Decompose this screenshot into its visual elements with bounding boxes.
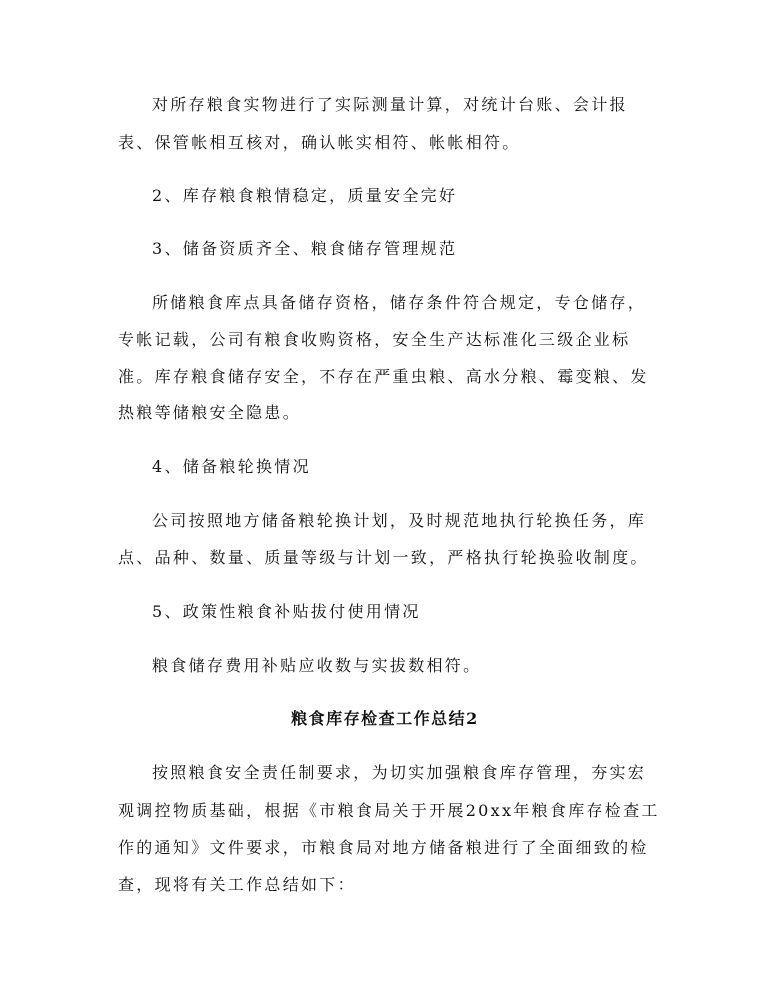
paragraph-line: 粮食储存费用补贴应收数与实拔数相符。: [152, 656, 482, 675]
paragraph-line: 观调控物质基础，根据《市粮食局关于开展20xx年粮食库存检查工: [118, 801, 660, 820]
paragraph-line: 表、保管帐相互核对，确认帐实相符、帐帐相符。: [118, 133, 521, 152]
paragraph-line: 准。库存粮食储存安全，不存在严重虫粮、高水分粮、霉变粮、发: [118, 367, 649, 386]
paragraph-line: 查，现将有关工作总结如下：: [118, 875, 356, 894]
section-heading: 3、储备资质齐全、粮食储存管理规范: [152, 239, 458, 258]
section-heading: 5、政策性粮食补贴拔付使用情况: [152, 602, 421, 621]
paragraph-line: 点、品种、数量、质量等级与计划一致，严格执行轮换验收制度。: [118, 548, 649, 567]
section-heading: 4、储备粮轮换情况: [152, 457, 311, 476]
paragraph-line: 专帐记载，公司有粮食收购资格，安全生产达标准化三级企业标: [118, 330, 631, 349]
document-title: 粮食库存检查工作总结2: [291, 709, 479, 728]
paragraph-line: 对所存粮食实物进行了实际测量计算，对统计台账、会计报: [152, 95, 628, 114]
paragraph-line: 所储粮食库点具备储存资格，储存条件符合规定，专仓储存，: [152, 293, 647, 312]
paragraph-line: 按照粮食安全责任制要求，为切实加强粮食库存管理，夯实宏: [152, 763, 647, 782]
paragraph-line: 公司按照地方储备粮轮换计划，及时规范地执行轮换任务，库: [152, 511, 647, 530]
paragraph-line: 热粮等储粮安全隐患。: [118, 403, 302, 422]
section-heading: 2、库存粮食粮情稳定，质量安全完好: [152, 186, 458, 205]
paragraph-line: 作的通知》文件要求，市粮食局对地方储备粮进行了全面细致的检: [118, 838, 649, 857]
